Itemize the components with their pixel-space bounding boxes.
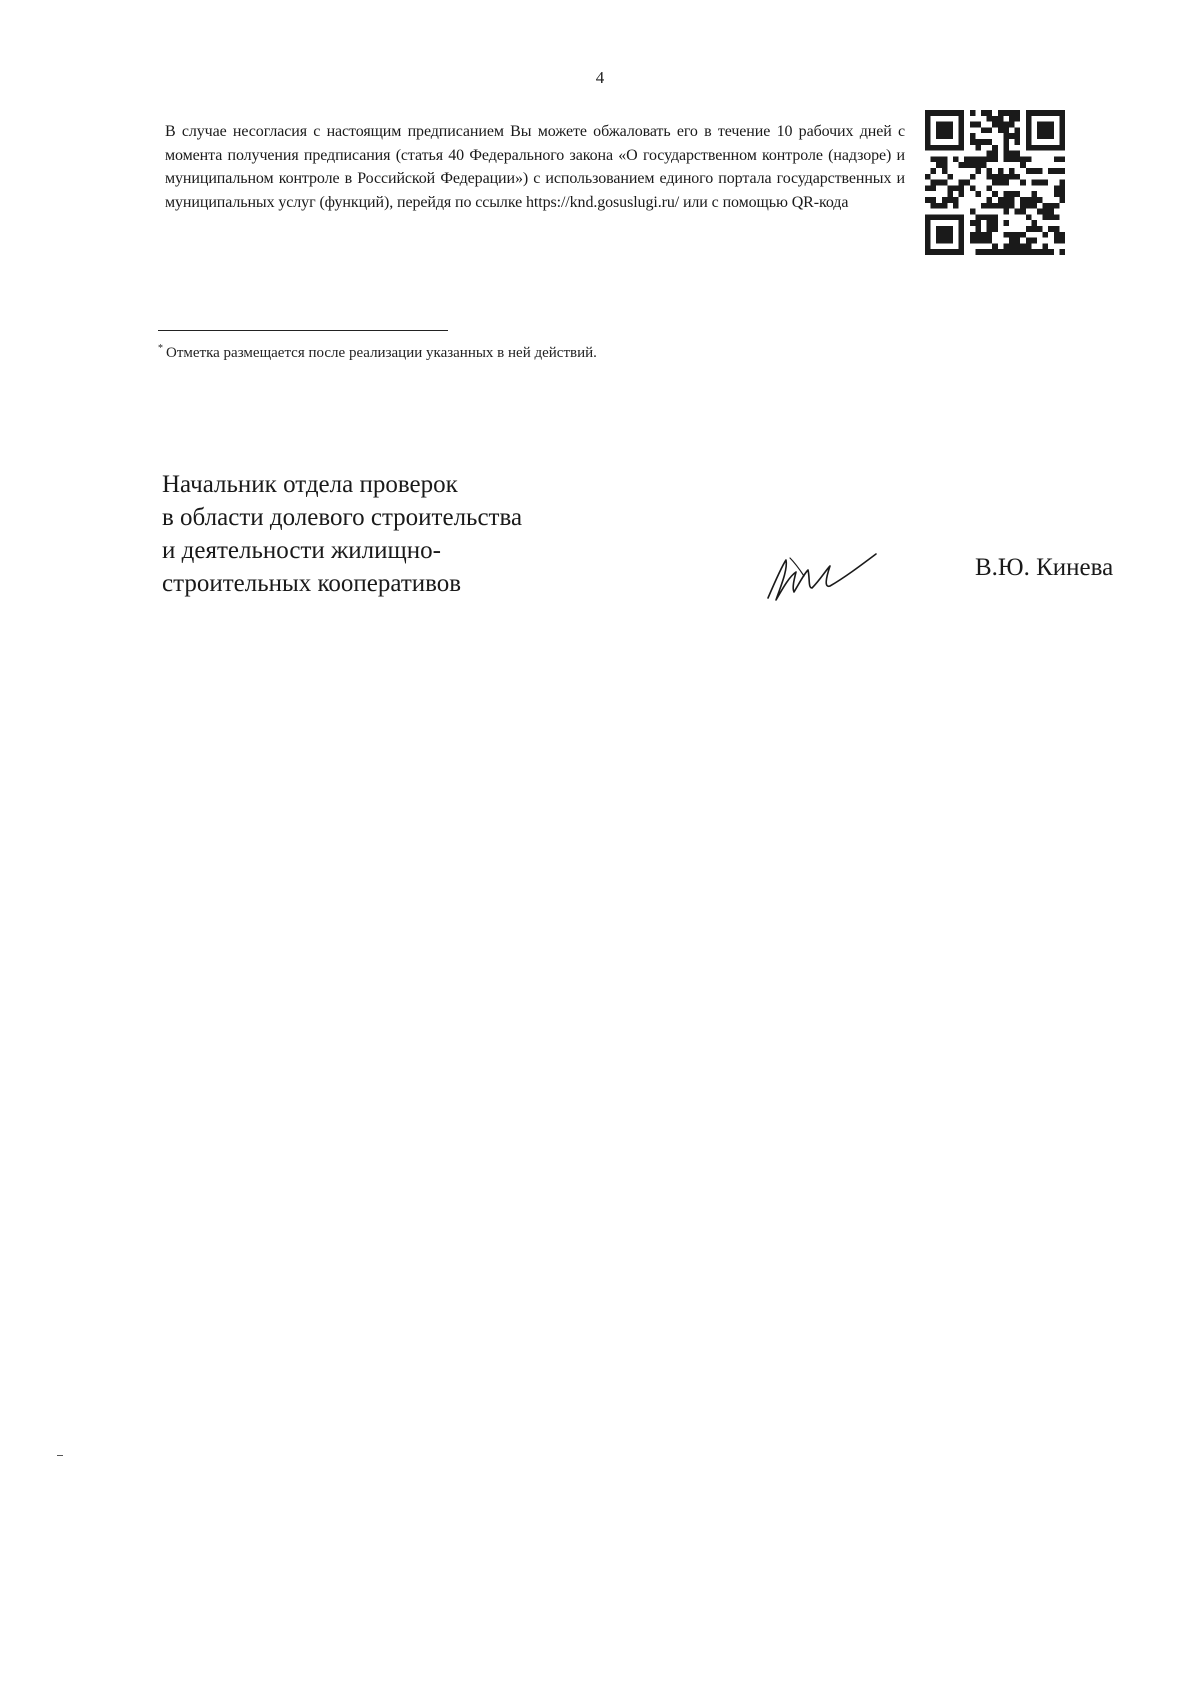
signer-position-line: в области долевого строительства xyxy=(162,504,523,531)
appeal-line: услуг (функций), перейдя по ссылке https://knd.gosuslugi.ru/ или с помощью QR-кода xyxy=(278,193,849,211)
handwritten-signature-icon xyxy=(760,536,880,606)
signer-name: В.Ю. Кинева xyxy=(975,554,1114,581)
scan-artifact xyxy=(57,1455,63,1456)
footnote xyxy=(158,343,858,362)
appeal-line: 10 рабочих дней с момента получения предписания (статья 40 Федерального закона xyxy=(165,123,905,164)
signer-position-line: и деятельности жилищно- xyxy=(162,537,441,564)
footnote-divider xyxy=(158,330,448,331)
signer-position xyxy=(162,468,622,600)
footnote-mark: * xyxy=(158,343,163,354)
qr-code-icon xyxy=(925,110,1065,255)
signer-position-line: Начальник отдела проверок xyxy=(162,471,458,498)
appeal-line: «О государственном контроле (надзоре) и муниципальном контроле в Российской xyxy=(165,146,906,187)
page-number: 4 xyxy=(595,68,605,87)
signer-position-line: строительных кооперативов xyxy=(162,570,462,597)
appeal-line: Федерации») с использованием единого портала государственных и муниципальных xyxy=(165,170,905,211)
appeal-notice xyxy=(165,120,905,214)
footnote-text: Отметка размещается после реализации указанных в ней действий. xyxy=(166,345,597,361)
appeal-line: В случае несогласия с настоящим предписанием Вы можете обжаловать его в течение xyxy=(165,123,771,140)
